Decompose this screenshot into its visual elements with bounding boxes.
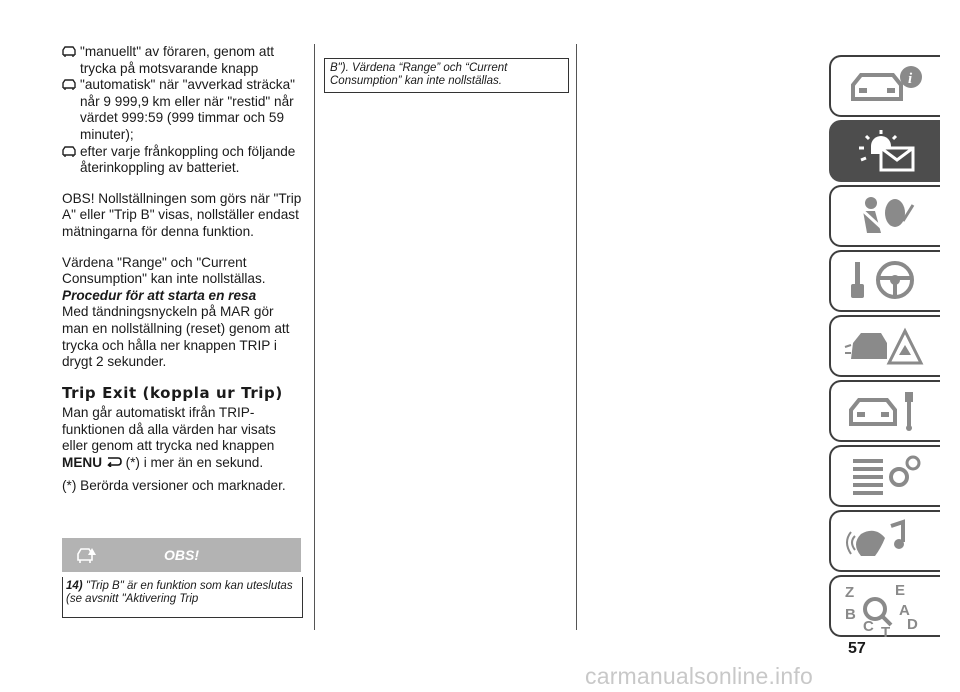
trip-exit-text-after: (*) i mer än en sekund. xyxy=(125,455,264,471)
page-number: 57 xyxy=(848,640,866,657)
column-divider xyxy=(314,44,315,630)
index-letter: B xyxy=(845,606,856,623)
list-item-text: efter varje frånkoppling och följande återinkoppling av batteriet. xyxy=(80,143,296,176)
footnote: (*) Berörda versioner och marknader. xyxy=(62,477,286,493)
key-steering-wheel-icon xyxy=(841,256,931,306)
index-letter: T xyxy=(881,624,891,637)
safety-seatbelt-airbag-icon xyxy=(841,191,931,241)
list-item xyxy=(62,77,302,143)
tab-safety[interactable] xyxy=(829,185,940,247)
index-letter: Z xyxy=(845,584,855,601)
car-bullet-icon xyxy=(62,79,76,91)
tab-starting-driving[interactable] xyxy=(829,250,940,312)
car-emergency-icon xyxy=(841,321,931,371)
return-arrow-icon xyxy=(106,455,122,470)
car-maintenance-icon xyxy=(841,386,931,436)
tab-technical-data[interactable] xyxy=(829,445,940,507)
technical-data-icon xyxy=(841,451,931,501)
car-info-icon xyxy=(841,61,931,111)
obs-box-header xyxy=(62,538,301,572)
trip-exit-text xyxy=(62,405,302,471)
index-letter: E xyxy=(895,582,906,599)
values-paragraph: Värdena "Range" och "Current Consumption" kan inte nollställas. xyxy=(62,254,266,287)
tab-index[interactable] xyxy=(829,575,940,637)
tab-warning-lights[interactable] xyxy=(829,120,940,182)
index-letter: A xyxy=(899,602,910,619)
obs-note-continuation: B"). Värdena “Range” och “Current Consumption” kan inte nollställas. xyxy=(324,58,569,93)
tab-maintenance[interactable] xyxy=(829,380,940,442)
tab-car-info[interactable] xyxy=(829,55,940,117)
index-letter: C xyxy=(863,618,874,635)
obs-paragraph: OBS! Nollställningen som görs när "Trip A" eller "Trip B" visas, nollställer endast mätningarna för denna funktion. xyxy=(62,190,302,239)
car-bullet-icon xyxy=(62,146,76,158)
menu-label: MENU xyxy=(62,455,103,471)
list-item-text: "manuellt" av föraren, genom att trycka på motsvarande knapp xyxy=(80,44,275,76)
trip-exit-text-before: Man går automatiskt ifrån TRIP-funktionen då alla värden har visats eller genom att trycka ned knappen xyxy=(62,405,276,454)
note-text: "Trip B" är en funktion som kan uteslutas (se avsnitt "Aktivering Trip xyxy=(66,580,293,605)
list-item xyxy=(62,44,302,77)
car-bullet-icon xyxy=(62,46,76,58)
alphabetical-index-icon xyxy=(841,581,931,637)
tab-multimedia[interactable] xyxy=(829,510,940,572)
svg-text:i: i xyxy=(908,71,913,87)
tab-emergency[interactable] xyxy=(829,315,940,377)
note-ref: 14) xyxy=(66,580,83,592)
trip-exit-heading: Trip Exit (koppla ur Trip) xyxy=(62,383,283,402)
multimedia-icon xyxy=(841,516,931,566)
index-letter: D xyxy=(907,616,918,633)
list-item-text: "automatisk" när "avverkad sträcka" når 9 999,9 km eller när "restid" når värdet 999:59 (999 timmar och 59 minuter); xyxy=(80,77,295,142)
procedure-heading: Procedur för att starta en resa xyxy=(62,287,257,303)
obs-note xyxy=(62,577,303,618)
text-column-left xyxy=(62,44,302,494)
list-item xyxy=(62,144,302,177)
watermark: carmanualsonline.info xyxy=(585,663,813,689)
column-divider xyxy=(576,44,577,630)
procedure-text: Med tändningsnyckeln på MAR gör man en nollställning (reset) genom att trycka och hålla ner knappen TRIP i drygt 2 sekunder. xyxy=(62,304,290,370)
warning-lights-message-icon xyxy=(841,126,931,176)
obs-box-title: OBS! xyxy=(164,547,199,563)
